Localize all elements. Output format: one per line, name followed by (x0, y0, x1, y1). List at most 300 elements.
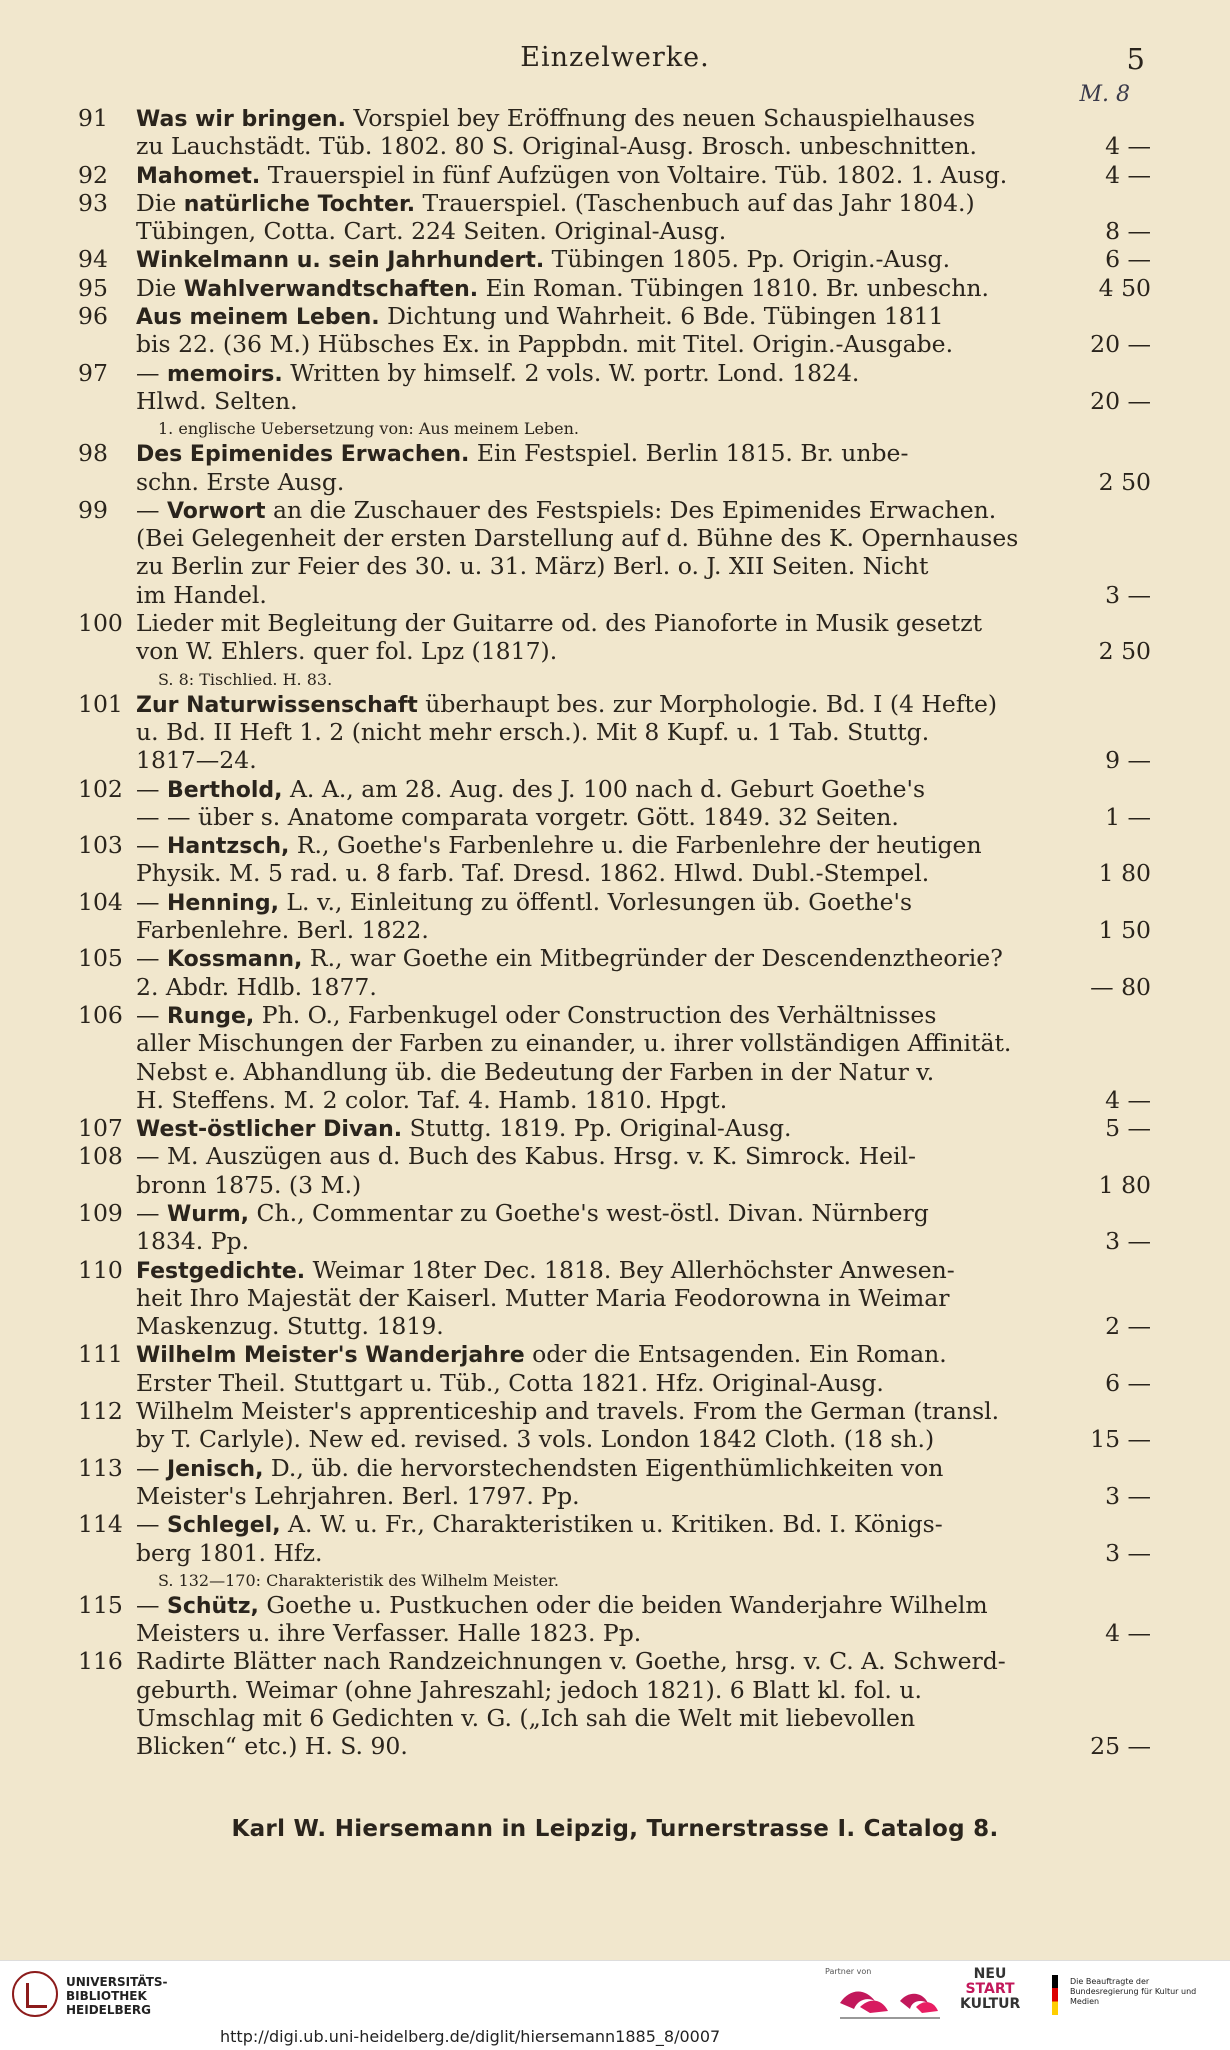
entry-title: Winkelmann u. sein Jahrhundert. (136, 248, 545, 274)
entry-description: Maskenzug. Stuttg. 1819. (136, 1312, 444, 1341)
catalog-entry (78, 1114, 1151, 1142)
catalog-entry (78, 1142, 1151, 1199)
entry-line (78, 746, 1151, 774)
catalog-entry (78, 1591, 1151, 1648)
entry-description: — M. Auszügen aus d. Buch des Kabus. Hrsg. v. K. Simrock. Heil- (136, 1142, 916, 1171)
entry-text (136, 1199, 1063, 1229)
entry-text (136, 1058, 1063, 1086)
entry-description: (Bei Gelegenheit der ersten Darstellung auf d. Bühne des K. Opernhauses (136, 524, 1019, 553)
entry-prefix: — (136, 1590, 167, 1619)
entry-line (78, 1058, 1151, 1086)
entry-line (78, 1227, 1151, 1255)
entry-description: D., üb. die hervorstechendsten Eigenthümlichkeiten von (263, 1453, 944, 1482)
catalog-entry (78, 888, 1151, 945)
entry-line (78, 1142, 1151, 1170)
entry-line (78, 609, 1151, 637)
entry-text (136, 1539, 1063, 1567)
entry-line (78, 330, 1151, 358)
entry-line (78, 944, 1151, 972)
entry-title: Schlegel, (166, 1513, 281, 1539)
neustart-line2: START (965, 1981, 1015, 1997)
entry-description: oder die Entsagenden. Ein Roman. (524, 1340, 947, 1369)
entry-line (78, 161, 1151, 189)
entry-line (78, 1425, 1151, 1453)
entry-line (78, 1312, 1151, 1340)
entry-text (136, 161, 1063, 191)
entry-number: 114 (78, 1510, 123, 1539)
entry-price: 3 — (1105, 1538, 1151, 1567)
entry-text (136, 831, 1063, 861)
bkm-logo[interactable] (1052, 1969, 1222, 2029)
entry-description: Goethe u. Pustkuchen oder die beiden Wanderjahre Wilhelm (258, 1590, 988, 1619)
entry-description: Blicken“ etc.) H. S. 90. (136, 1732, 408, 1761)
handwritten-note: M. 8 (1079, 82, 1130, 107)
entry-line (78, 387, 1151, 415)
entry-line (78, 916, 1151, 944)
entry-number: 100 (78, 609, 123, 638)
entry-prefix: — (136, 944, 167, 973)
catalog-entry (78, 690, 1151, 775)
entry-text (136, 718, 1063, 746)
entry-text (136, 245, 1063, 275)
entry-number: 97 (78, 358, 108, 387)
entry-text (136, 973, 1063, 1001)
entry-text (136, 330, 1063, 358)
entry-note: S. 8: Tischlied. H. 83. (158, 669, 333, 689)
entry-text (136, 1142, 1063, 1170)
entry-description: Tübingen 1805. Pp. Origin.-Ausg. (544, 245, 951, 274)
entry-description: 2. Abdr. Hdlb. 1877. (136, 972, 377, 1001)
entry-description: geburth. Weimar (ohne Jahreszahl; jedoch 1821). 6 Blatt kl. fol. u. (136, 1675, 922, 1704)
entry-description: Meister's Lehrjahren. Berl. 1797. Pp. (136, 1481, 580, 1510)
entry-price: 5 — (1105, 1114, 1151, 1143)
entry-line (78, 1369, 1151, 1397)
entry-number: 91 (78, 104, 108, 132)
entry-description: Lieder mit Begleitung der Guitarre od. des Pianoforte in Musik gesetzt (136, 609, 983, 638)
catalog-entry (78, 161, 1151, 189)
entry-prefix: — (136, 495, 167, 524)
entry-text (136, 944, 1063, 974)
entry-price: 4 — (1105, 1619, 1151, 1648)
catalog-entry (78, 1397, 1151, 1454)
entry-line (78, 1340, 1151, 1368)
entry-prefix: Die (136, 188, 184, 217)
entry-description: Ein Roman. Tübingen 1810. Br. unbeschn. (478, 273, 989, 302)
entry-number: 92 (78, 160, 108, 189)
catalog-entry (78, 831, 1151, 888)
entry-price: 1 80 (1098, 1170, 1151, 1199)
uni-name-line2: BIBLIOTHEK (66, 1989, 147, 2003)
entry-text (136, 1340, 1063, 1370)
entry-number: 96 (78, 302, 108, 331)
catalog-entry (78, 1256, 1151, 1341)
viewer-bottom-bar (0, 1960, 1230, 2050)
catalog-entry (78, 1647, 1151, 1760)
entry-prefix: — (136, 887, 167, 916)
entry-line (78, 1510, 1151, 1538)
entry-description: Trauerspiel. (Taschenbuch auf das Jahr 1804.) (415, 188, 975, 217)
entry-description: von W. Ehlers. quer fol. Lpz (1817). (136, 637, 558, 666)
entry-line (78, 718, 1151, 746)
entry-price: 4 — (1105, 1085, 1151, 1114)
entry-description: Wilhelm Meister's apprenticeship and travels. From the German (transl. (136, 1397, 1000, 1426)
entry-description: L. v., Einleitung zu öffentl. Vorlesungen üb. Goethe's (278, 887, 913, 916)
entry-line (78, 1676, 1151, 1704)
catalog-entry (78, 189, 1151, 246)
entry-description: Physik. M. 5 rad. u. 8 farb. Taf. Dresd. 1862. Hlwd. Dubl.-Stempel. (136, 859, 930, 888)
entry-number: 112 (78, 1397, 123, 1426)
entry-line (78, 1284, 1151, 1312)
running-title: Einzelwerke. (520, 42, 710, 73)
entry-line (78, 1454, 1151, 1482)
entry-text (136, 1510, 1063, 1540)
entry-prefix: — (136, 1000, 167, 1029)
entry-description: u. Bd. II Heft 1. 2 (nicht mehr ersch.). Mit 8 Kupf. u. 1 Tab. Stuttg. (136, 717, 930, 746)
catalog-entry (78, 496, 1151, 609)
entry-text (136, 274, 1063, 304)
entry-line (78, 274, 1151, 302)
entry-price: 2 50 (1098, 637, 1151, 666)
entry-price: 1 — (1105, 802, 1151, 831)
entry-text (136, 1619, 1063, 1647)
entry-line (78, 245, 1151, 273)
entry-price: 3 — (1105, 580, 1151, 609)
entry-line (78, 1029, 1151, 1057)
catalog-entry (78, 944, 1151, 1001)
entry-description: R., Goethe's Farbenlehre u. die Farbenlehre der heutigen (289, 831, 982, 860)
entry-line (78, 1482, 1151, 1510)
entry-line (78, 637, 1151, 665)
entry-line (78, 1732, 1151, 1760)
entry-title: Vorwort (166, 498, 266, 524)
uni-name-line1: UNIVERSITÄTS- (66, 1975, 168, 1989)
entry-line (78, 104, 1151, 132)
entry-text (136, 1284, 1063, 1312)
entry-number: 110 (78, 1255, 123, 1284)
entry-text (136, 916, 1063, 944)
entry-text (136, 1171, 1063, 1199)
entry-description: Farbenlehre. Berl. 1822. (136, 916, 429, 945)
entry-description: schn. Erste Ausg. (136, 467, 345, 496)
entry-text (136, 859, 1063, 887)
entry-text (136, 1454, 1063, 1484)
entry-line (78, 496, 1151, 524)
entry-description: zu Berlin zur Feier des 30. u. 31. März) Berl. o. J. XII Seiten. Nicht (136, 552, 929, 581)
entry-line (78, 189, 1151, 217)
entry-line (78, 1397, 1151, 1425)
entry-prefix: — (136, 1510, 167, 1539)
entry-text (136, 104, 1063, 134)
entry-text (136, 1227, 1063, 1255)
catalog-entry (78, 302, 1151, 359)
page-number: 5 (1126, 42, 1145, 76)
entry-number: 116 (78, 1647, 123, 1676)
entry-title: Zur Naturwissenschaft (136, 692, 418, 718)
catalog-entry (78, 1510, 1151, 1591)
entry-text (136, 609, 1063, 637)
entry-price: 20 — (1090, 386, 1151, 415)
entry-price: 6 — (1105, 245, 1151, 274)
entry-number: 105 (78, 944, 123, 973)
entry-text (136, 524, 1063, 552)
entry-description: aller Mischungen der Farben zu einander, u. ihrer vollständigen Affinität. (136, 1029, 1012, 1058)
entry-description: Meisters u. ihre Verfasser. Halle 1823. Pp. (136, 1619, 642, 1648)
entry-description: Ph. O., Farbenkugel oder Construction des Verhältnisses (254, 1000, 937, 1029)
entry-line (78, 775, 1151, 803)
entry-number: 115 (78, 1590, 123, 1619)
entry-price: 2 — (1105, 1312, 1151, 1341)
entry-price: 25 — (1090, 1732, 1151, 1761)
entry-text (136, 775, 1063, 805)
catalog-entry (78, 1340, 1151, 1397)
entry-price: 9 — (1105, 746, 1151, 775)
entry-text (136, 690, 1063, 720)
entry-description: berg 1801. Hfz. (136, 1538, 323, 1567)
entry-price: 15 — (1090, 1425, 1151, 1454)
catalog-entry (78, 439, 1151, 496)
entry-text (136, 1114, 1063, 1144)
catalog-entry (78, 1001, 1151, 1114)
entry-text (136, 1086, 1063, 1114)
entry-number: 94 (78, 245, 108, 274)
entry-title: Wilhelm Meister's Wanderjahre (136, 1343, 525, 1369)
entry-line (78, 690, 1151, 718)
entry-price: 1 80 (1098, 859, 1151, 888)
entry-text (136, 1425, 1063, 1453)
entry-number: 102 (78, 774, 123, 803)
entry-text (136, 1397, 1063, 1425)
entry-text (136, 496, 1063, 526)
entry-title: West-östlicher Divan. (136, 1117, 403, 1143)
entry-text (136, 888, 1063, 918)
entry-number: 111 (78, 1340, 123, 1369)
entry-description: Ein Festspiel. Berlin 1815. Br. unbe- (469, 439, 909, 468)
entry-text (136, 1256, 1063, 1286)
entry-title: Berthold, (166, 777, 283, 803)
bkm-label: Die Beauftragte der Bundesregierung für Kultur und Medien (1070, 1977, 1197, 2006)
entry-title: Wahlverwandtschaften. (183, 276, 479, 302)
uni-name-line3: HEIDELBERG (66, 2003, 151, 2017)
entry-text (136, 302, 1063, 332)
entry-line (78, 217, 1151, 245)
entry-prefix: — (136, 831, 167, 860)
entry-prefix: — (136, 358, 167, 387)
entry-prefix: — (136, 774, 167, 803)
entry-line (78, 1619, 1151, 1647)
page-url[interactable]: http://digi.ub.uni-heidelberg.de/diglit/hiersemann1885_8/0007 (220, 2027, 721, 2046)
entry-description: 1834. Pp. (136, 1227, 250, 1256)
entry-number: 104 (78, 887, 123, 916)
entry-number: 109 (78, 1198, 123, 1227)
entry-line (78, 1199, 1151, 1227)
entry-description: Nebst e. Abhandlung üb. die Bedeutung der Farben in der Natur v. (136, 1057, 935, 1086)
entry-price: 2 50 (1098, 467, 1151, 496)
entry-description: Weimar 18ter Dec. 1818. Bey Allerhöchster Anwesen- (305, 1255, 955, 1284)
entry-number: 95 (78, 273, 108, 302)
entry-price: 8 — (1105, 217, 1151, 246)
catalog-entry (78, 245, 1151, 273)
entry-line (78, 302, 1151, 330)
entry-text (136, 637, 1063, 665)
entry-text (136, 803, 1063, 831)
digital-library-logo-icon[interactable] (830, 1983, 960, 2023)
entry-number: 103 (78, 831, 123, 860)
entry-line (78, 581, 1151, 609)
neustart-kultur-logo[interactable] (960, 1967, 1020, 2023)
entry-description: bis 22. (36 M.) Hübsches Ex. in Pappbdn. mit Titel. Origin.-Ausgabe. (136, 330, 954, 359)
entry-text (136, 1312, 1063, 1340)
neustart-line3: KULTUR (960, 1996, 1021, 2012)
entry-text (136, 189, 1063, 219)
entry-title: Aus meinem Leben. (136, 305, 380, 331)
entry-text (136, 217, 1063, 245)
entry-text (136, 1647, 1063, 1675)
entry-title: Henning, (166, 890, 279, 916)
entry-list (78, 104, 1151, 1761)
entry-description: bronn 1875. (3 M.) (136, 1170, 362, 1199)
entry-price: 4 50 (1098, 273, 1151, 302)
entry-number: 108 (78, 1142, 123, 1171)
entry-description: Erster Theil. Stuttgart u. Tüb., Cotta 1821. Hfz. Original-Ausg. (136, 1368, 884, 1397)
entry-description: zu Lauchstädt. Tüb. 1802. 80 S. Original-Ausg. Brosch. unbeschnitten. (136, 132, 977, 161)
entry-title: natürliche Tochter. (183, 191, 416, 217)
catalog-entry (78, 104, 1151, 161)
entry-line (78, 1591, 1151, 1619)
entry-text (136, 1369, 1063, 1397)
entry-price: 4 — (1105, 132, 1151, 161)
entry-price: — 80 (1090, 972, 1151, 1001)
german-flag-icon (1052, 1975, 1058, 2015)
catalog-entry (78, 359, 1151, 440)
entry-description: H. Steffens. M. 2 color. Taf. 4. Hamb. 1810. Hpgt. (136, 1085, 728, 1114)
entry-text (136, 1001, 1063, 1031)
entry-number: 101 (78, 689, 123, 718)
catalog-entry (78, 1454, 1151, 1511)
entry-title: Jenisch, (166, 1456, 264, 1482)
entry-line (78, 859, 1151, 887)
entry-title: memoirs. (166, 361, 283, 387)
entry-line (78, 1001, 1151, 1029)
entry-line (78, 831, 1151, 859)
entry-line (78, 1086, 1151, 1114)
entry-title: Festgedichte. (136, 1258, 306, 1284)
entry-title: Schütz, (166, 1593, 259, 1619)
entry-text (136, 1676, 1063, 1704)
entry-description: Trauerspiel in fünf Aufzügen von Voltaire. Tüb. 1802. 1. Ausg. (260, 160, 1008, 189)
entry-line (78, 1647, 1151, 1675)
entry-line (78, 524, 1151, 552)
entry-line (78, 1114, 1151, 1142)
entry-line (78, 359, 1151, 387)
catalog-entry (78, 775, 1151, 832)
entry-prefix: — (136, 1198, 167, 1227)
entry-text (136, 1482, 1063, 1510)
entry-text (136, 1591, 1063, 1621)
entry-description: heit Ihro Majestät der Kaiserl. Mutter Maria Feodorowna in Weimar (136, 1283, 950, 1312)
entry-description: R., war Goethe ein Mitbegründer der Descendenztheorie? (302, 944, 1003, 973)
entry-description: Radirte Blätter nach Randzeichnungen v. Goethe, hrsg. v. C. A. Schwerd- (136, 1647, 1006, 1676)
page-header (0, 42, 1230, 82)
entry-line (78, 552, 1151, 580)
entry-line (78, 1539, 1151, 1567)
entry-price: 3 — (1105, 1227, 1151, 1256)
entry-price: 6 — (1105, 1368, 1151, 1397)
entry-prefix: Die (136, 273, 184, 302)
entry-text (136, 1029, 1063, 1057)
entry-text (136, 1704, 1063, 1732)
entry-description: A. W. u. Fr., Charakteristiken u. Kritiken. Bd. I. Königs- (280, 1510, 943, 1539)
catalog-entry (78, 609, 1151, 690)
entry-title: Wurm, (166, 1201, 250, 1227)
catalog-entry (78, 1199, 1151, 1256)
entry-description: an die Zuschauer des Festspiels: Des Epimenides Erwachen. (265, 495, 997, 524)
entry-description: Stuttg. 1819. Pp. Original-Ausg. (402, 1114, 792, 1143)
entry-title: Kossmann, (166, 947, 303, 973)
entry-description: Ch., Commentar zu Goethe's west-östl. Divan. Nürnberg (249, 1198, 929, 1227)
neustart-line1: NEU (973, 1966, 1007, 1982)
entry-line (78, 803, 1151, 831)
entry-description: — — über s. Anatome comparata vorgetr. Gött. 1849. 32 Seiten. (136, 802, 899, 831)
entry-description: Hlwd. Selten. (136, 386, 298, 415)
entry-line (78, 1704, 1151, 1732)
entry-text (136, 132, 1063, 160)
entry-text (136, 468, 1063, 496)
entry-line (78, 888, 1151, 916)
entry-prefix: — (136, 1453, 167, 1482)
entry-description: A. A., am 28. Aug. des J. 100 nach d. Geburt Goethe's (282, 774, 926, 803)
entry-number: 107 (78, 1114, 123, 1143)
catalog-entry (78, 274, 1151, 302)
entry-title: Hantzsch, (166, 834, 290, 860)
entry-text (136, 581, 1063, 609)
entry-text (136, 439, 1063, 469)
entry-title: Des Epimenides Erwachen. (136, 442, 470, 468)
entry-description: by T. Carlyle). New ed. revised. 3 vols. London 1842 Cloth. (18 sh.) (136, 1425, 935, 1454)
entry-description: Umschlag mit 6 Gedichten v. G. („Ich sah die Welt mit liebevollen (136, 1704, 916, 1733)
entry-title: Runge, (166, 1003, 255, 1029)
university-library-logo-icon[interactable] (12, 1971, 58, 2017)
catalog-footer: Karl W. Hiersemann in Leipzig, Turnerstrasse I. Catalog 8. (231, 1816, 999, 1842)
entry-title: Was wir bringen. (136, 107, 346, 132)
entry-number: 98 (78, 439, 108, 468)
entry-price: 3 — (1105, 1481, 1151, 1510)
entry-description: Vorspiel bey Eröffnung des neuen Schauspielhauses (345, 104, 976, 132)
entry-text (136, 359, 1063, 389)
entry-text (136, 387, 1063, 415)
university-library-name[interactable] (66, 1975, 168, 2017)
entry-note: 1. englische Uebersetzung von: Aus meinem Leben. (158, 419, 580, 439)
entry-line (78, 132, 1151, 160)
entry-line (78, 439, 1151, 467)
partner-label: Partner von (825, 1967, 872, 1976)
entry-description: überhaupt bes. zur Morphologie. Bd. I (4 Hefte) (417, 689, 998, 718)
entry-title: Mahomet. (136, 163, 261, 189)
entry-number: 99 (78, 495, 108, 524)
entry-note: S. 132—170: Charakteristik des Wilhelm Meister. (158, 1570, 559, 1590)
entry-price: 20 — (1090, 330, 1151, 359)
entry-description: 1817—24. (136, 746, 257, 775)
entry-description: Tübingen, Cotta. Cart. 224 Seiten. Original-Ausg. (136, 217, 727, 246)
entry-description: Dichtung und Wahrheit. 6 Bde. Tübingen 1811 (379, 302, 944, 331)
entry-price: 1 50 (1098, 916, 1151, 945)
entry-number: 106 (78, 1000, 123, 1029)
entry-number: 113 (78, 1453, 123, 1482)
entry-text (136, 746, 1063, 774)
entry-description: im Handel. (136, 580, 267, 609)
entry-number: 93 (78, 188, 108, 217)
entry-line (78, 468, 1151, 496)
entry-line (78, 973, 1151, 1001)
